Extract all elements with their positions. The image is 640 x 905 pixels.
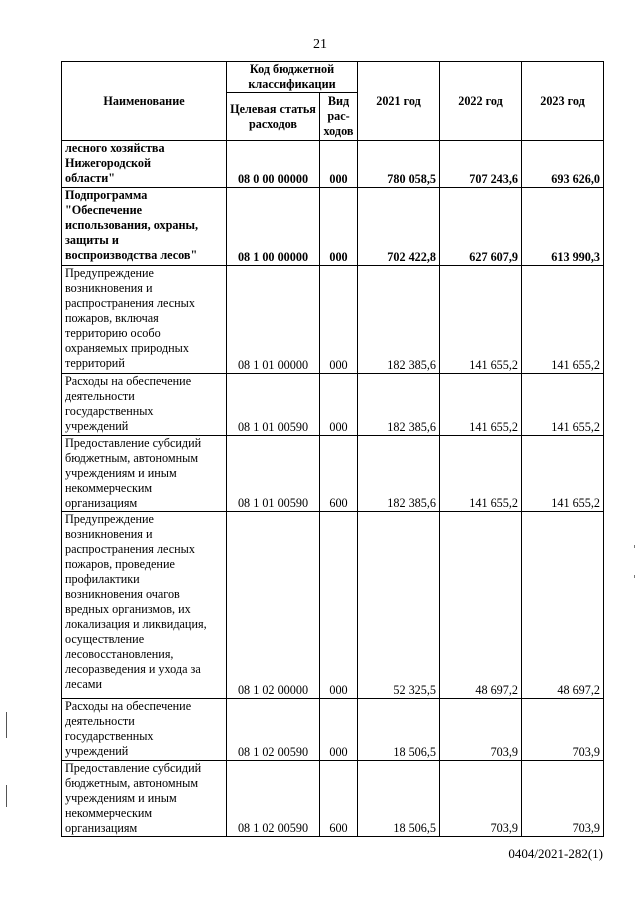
budget-table — [61, 61, 604, 837]
row-expense-type: 000 — [320, 374, 358, 436]
table-row — [62, 699, 604, 761]
header-2023: 2023 год — [522, 62, 604, 141]
row-target-code: 08 0 00 00000 — [227, 141, 320, 188]
row-value-2022: 48 697,2 — [440, 512, 522, 699]
row-expense-type: 000 — [320, 699, 358, 761]
header-target-article: Целевая статья расходов — [227, 93, 320, 141]
row-value-2023: 48 697,2 — [522, 512, 604, 699]
row-value-2022: 141 655,2 — [440, 374, 522, 436]
row-expense-type: 000 — [320, 266, 358, 374]
row-value-2021: 182 385,6 — [358, 436, 440, 512]
header-name: Наименование — [62, 62, 227, 141]
row-target-code: 08 1 01 00590 — [227, 436, 320, 512]
row-name: лесного хозяйства Нижегородской области" — [62, 141, 227, 188]
row-value-2023: 141 655,2 — [522, 266, 604, 374]
header-2021: 2021 год — [358, 62, 440, 141]
row-value-2023: 703,9 — [522, 761, 604, 837]
row-target-code: 08 1 00 00000 — [227, 188, 320, 266]
row-value-2021: 780 058,5 — [358, 141, 440, 188]
header-2022: 2022 год — [440, 62, 522, 141]
table-body — [62, 141, 604, 837]
row-expense-type: 600 — [320, 436, 358, 512]
row-value-2023: 141 655,2 — [522, 436, 604, 512]
row-expense-type: 600 — [320, 761, 358, 837]
table-row — [62, 374, 604, 436]
row-target-code: 08 1 02 00590 — [227, 699, 320, 761]
margin-dash — [634, 545, 635, 548]
row-target-code: 08 1 02 00000 — [227, 512, 320, 699]
row-value-2022: 141 655,2 — [440, 266, 522, 374]
row-value-2022: 707 243,6 — [440, 141, 522, 188]
row-name: Расходы на обеспечение деятельности государственных учреждений — [62, 374, 227, 436]
table-header — [62, 62, 604, 141]
page-number: 21 — [313, 37, 327, 52]
row-value-2021: 182 385,6 — [358, 374, 440, 436]
header-code-group: Код бюджетной классификации — [227, 62, 358, 93]
document-code: 0404/2021-282(1) — [508, 846, 603, 861]
row-expense-type: 000 — [320, 188, 358, 266]
margin-mark — [6, 712, 7, 738]
row-value-2023: 693 626,0 — [522, 141, 604, 188]
row-value-2021: 52 325,5 — [358, 512, 440, 699]
row-name: Предоставление субсидий бюджетным, автономным учреждениям и иным некоммерческим организациям — [62, 436, 227, 512]
table-row — [62, 512, 604, 699]
row-name: Расходы на обеспечение деятельности государственных учреждений — [62, 699, 227, 761]
row-expense-type: 000 — [320, 512, 358, 699]
row-name: Подпрограмма "Обеспечение использования, охраны, защиты и воспроизводства лесов" — [62, 188, 227, 266]
row-value-2023: 141 655,2 — [522, 374, 604, 436]
row-name: Предупреждение возникновения и распространения лесных пожаров, включая территорию особо охраняемых природных территорий — [62, 266, 227, 374]
table-row — [62, 188, 604, 266]
row-value-2021: 18 506,5 — [358, 761, 440, 837]
row-value-2021: 702 422,8 — [358, 188, 440, 266]
row-value-2023: 613 990,3 — [522, 188, 604, 266]
table-row — [62, 436, 604, 512]
row-name: Предоставление субсидий бюджетным, автономным учреждениям и иным некоммерческим организациям — [62, 761, 227, 837]
row-value-2023: 703,9 — [522, 699, 604, 761]
row-value-2021: 18 506,5 — [358, 699, 440, 761]
row-value-2022: 703,9 — [440, 699, 522, 761]
header-expense-type: Вид рас-ходов — [320, 93, 358, 141]
row-target-code: 08 1 01 00000 — [227, 266, 320, 374]
row-value-2021: 182 385,6 — [358, 266, 440, 374]
margin-dash — [634, 575, 635, 578]
table-row — [62, 761, 604, 837]
row-value-2022: 627 607,9 — [440, 188, 522, 266]
row-expense-type: 000 — [320, 141, 358, 188]
row-value-2022: 703,9 — [440, 761, 522, 837]
row-target-code: 08 1 02 00590 — [227, 761, 320, 837]
table-row — [62, 141, 604, 188]
row-value-2022: 141 655,2 — [440, 436, 522, 512]
row-name: Предупреждение возникновения и распространения лесных пожаров, проведение профилактики возникновения очагов вредных организмов, их локализация и ликвидация, осуществление лесовосстановления, лесоразведения и ухода за лесами — [62, 512, 227, 699]
margin-mark — [6, 785, 7, 807]
table-row — [62, 266, 604, 374]
row-target-code: 08 1 01 00590 — [227, 374, 320, 436]
